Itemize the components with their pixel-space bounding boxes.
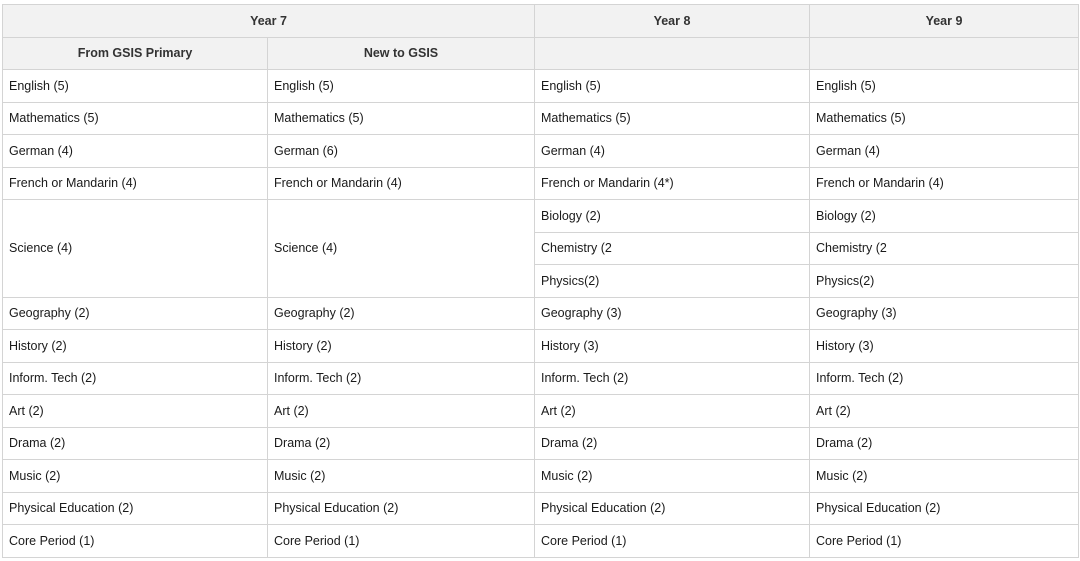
table-cell: Geography (3) bbox=[535, 297, 810, 330]
header-row-years bbox=[3, 5, 1079, 38]
table-cell: Drama (2) bbox=[3, 427, 268, 460]
table-cell: Chemistry (2 bbox=[810, 232, 1079, 265]
table-cell: History (3) bbox=[535, 330, 810, 363]
table-cell: Geography (2) bbox=[268, 297, 535, 330]
table-cell: Art (2) bbox=[268, 395, 535, 428]
table-cell: Inform. Tech (2) bbox=[3, 362, 268, 395]
table-row-drama bbox=[3, 427, 1079, 460]
table-cell: Biology (2) bbox=[535, 200, 810, 233]
table-cell: Geography (2) bbox=[3, 297, 268, 330]
table-cell: Physics(2) bbox=[535, 265, 810, 298]
header-year-7: Year 7 bbox=[3, 5, 535, 38]
table-cell: Physical Education (2) bbox=[535, 492, 810, 525]
table-cell: Drama (2) bbox=[535, 427, 810, 460]
table-cell: Core Period (1) bbox=[810, 525, 1079, 558]
table-row-french bbox=[3, 167, 1079, 200]
table-row-history bbox=[3, 330, 1079, 363]
table-cell: Chemistry (2 bbox=[535, 232, 810, 265]
header-from-gsis-primary: From GSIS Primary bbox=[3, 37, 268, 70]
table-cell: German (6) bbox=[268, 135, 535, 168]
table-cell-science-primary: Science (4) bbox=[3, 200, 268, 298]
table-cell: French or Mandarin (4) bbox=[810, 167, 1079, 200]
table-cell: Mathematics (5) bbox=[810, 102, 1079, 135]
header-year-8-sub bbox=[535, 37, 810, 70]
table-cell: History (3) bbox=[810, 330, 1079, 363]
table-cell: Core Period (1) bbox=[3, 525, 268, 558]
table-row-music bbox=[3, 460, 1079, 493]
header-year-9-sub bbox=[810, 37, 1079, 70]
table-row-mathematics bbox=[3, 102, 1079, 135]
table-cell: Art (2) bbox=[535, 395, 810, 428]
table-cell: German (4) bbox=[3, 135, 268, 168]
table-cell: History (2) bbox=[268, 330, 535, 363]
subjects-table bbox=[2, 4, 1079, 558]
table-row-german bbox=[3, 135, 1079, 168]
table-cell: Drama (2) bbox=[268, 427, 535, 460]
table-cell: Physical Education (2) bbox=[810, 492, 1079, 525]
table-cell: French or Mandarin (4) bbox=[268, 167, 535, 200]
table-cell: Core Period (1) bbox=[268, 525, 535, 558]
table-cell: English (5) bbox=[268, 70, 535, 103]
table-row-art bbox=[3, 395, 1079, 428]
table-cell: Mathematics (5) bbox=[268, 102, 535, 135]
table-cell: Inform. Tech (2) bbox=[268, 362, 535, 395]
table-row-science-biology bbox=[3, 200, 1079, 233]
table-cell: French or Mandarin (4*) bbox=[535, 167, 810, 200]
table-row-geography bbox=[3, 297, 1079, 330]
header-year-9: Year 9 bbox=[810, 5, 1079, 38]
table-row-inform-tech bbox=[3, 362, 1079, 395]
table-row-physical-education bbox=[3, 492, 1079, 525]
table-cell: Music (2) bbox=[3, 460, 268, 493]
table-cell: Physical Education (2) bbox=[3, 492, 268, 525]
table-cell: German (4) bbox=[535, 135, 810, 168]
table-cell: Core Period (1) bbox=[535, 525, 810, 558]
table-cell: Mathematics (5) bbox=[3, 102, 268, 135]
table-cell: Drama (2) bbox=[810, 427, 1079, 460]
table-cell: Physical Education (2) bbox=[268, 492, 535, 525]
table-cell: Inform. Tech (2) bbox=[535, 362, 810, 395]
header-row-sub bbox=[3, 37, 1079, 70]
table-cell: History (2) bbox=[3, 330, 268, 363]
table-cell: German (4) bbox=[810, 135, 1079, 168]
table-cell: Physics(2) bbox=[810, 265, 1079, 298]
table-cell: Music (2) bbox=[535, 460, 810, 493]
table-cell: Music (2) bbox=[810, 460, 1079, 493]
header-new-to-gsis: New to GSIS bbox=[268, 37, 535, 70]
table-cell: Art (2) bbox=[810, 395, 1079, 428]
table-cell: Music (2) bbox=[268, 460, 535, 493]
subjects-table-container bbox=[2, 4, 1078, 558]
table-cell: Inform. Tech (2) bbox=[810, 362, 1079, 395]
table-cell: Mathematics (5) bbox=[535, 102, 810, 135]
table-cell: Geography (3) bbox=[810, 297, 1079, 330]
table-row-core-period bbox=[3, 525, 1079, 558]
table-row-english bbox=[3, 70, 1079, 103]
header-year-8: Year 8 bbox=[535, 5, 810, 38]
table-cell: French or Mandarin (4) bbox=[3, 167, 268, 200]
table-cell: English (5) bbox=[810, 70, 1079, 103]
table-cell: Art (2) bbox=[3, 395, 268, 428]
table-cell-science-new: Science (4) bbox=[268, 200, 535, 298]
table-cell: English (5) bbox=[535, 70, 810, 103]
table-cell: Biology (2) bbox=[810, 200, 1079, 233]
table-cell: English (5) bbox=[3, 70, 268, 103]
